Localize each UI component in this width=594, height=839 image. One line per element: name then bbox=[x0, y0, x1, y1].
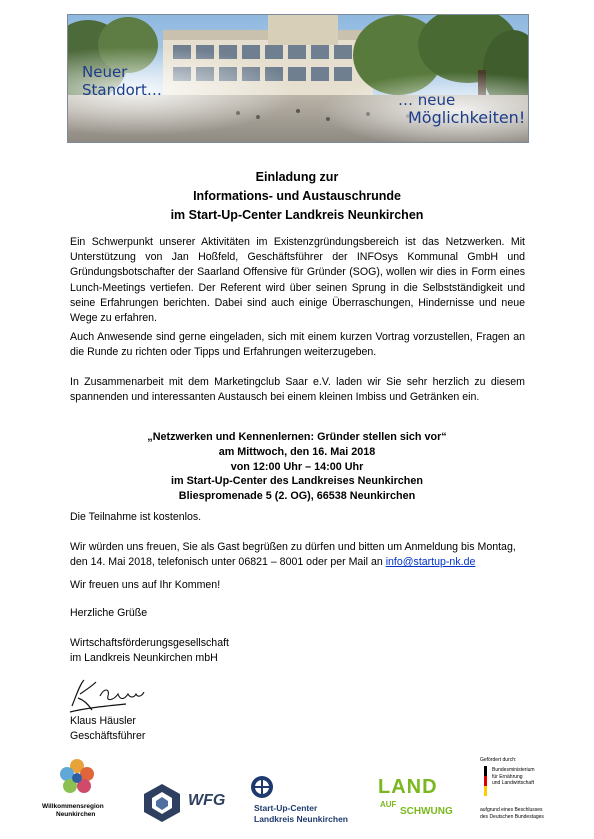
organization-line-2: im Landkreis Neunkirchen mbH bbox=[70, 652, 218, 665]
startup-line-2: Landkreis Neunkirchen bbox=[254, 814, 349, 824]
closing-greeting: Herzliche Grüße bbox=[70, 607, 148, 619]
startup-emblem-icon bbox=[250, 775, 274, 799]
ministry-line-3: und Landwirtschaft bbox=[492, 780, 534, 786]
registration-text bbox=[70, 540, 525, 570]
banner-right-caption-bottom: Möglichkeiten! bbox=[408, 108, 526, 127]
ministry-footer-1: aufgrund eines Beschlusses bbox=[480, 807, 543, 813]
event-time: von 12:00 Uhr – 14:00 Uhr bbox=[230, 460, 364, 473]
signer-title: Geschäftsführer bbox=[70, 730, 146, 743]
email-link[interactable]: info@startup-nk.de bbox=[385, 556, 476, 569]
ministry-line-2: für Ernährung bbox=[492, 773, 523, 780]
german-flag-icon bbox=[484, 766, 487, 796]
paragraph-intro: Ein Schwerpunkt unserer Aktivitäten im Existenzgründungsbereich ist das Netzwerken. Mit Unterstützung von Jan Hoßfeld, Geschäftsführer der INFOsys Kommunal GmbH und Gründungsbotschafter der Saarland Offensive für Gründer (SOG), wollen wir dies in Form eines Lunch-Meetings vertiefen. Der Referent wird über seinen Sprung in die Selbstständigkeit und seine Erfahrungen berichten. Dabei sind auch einige Überraschungen, Hindernisse und neue Wege zu erfahren. bbox=[70, 236, 525, 325]
wfg-text: WFG bbox=[188, 792, 226, 809]
willkommensregion-line-2: Neunkirchen bbox=[56, 811, 96, 818]
signer-name: Klaus Häusler bbox=[70, 715, 136, 727]
land-auf-schwung-logo bbox=[378, 776, 460, 822]
ministry-footer bbox=[480, 807, 544, 820]
paragraph-cooperation: In Zusammenarbeit mit dem Marketingclub Saar e.V. laden wir Sie sehr herzlich zu diesem spannenden und interessanten Austausch bei einem kleinen Imbiss und Getränken ein. bbox=[70, 376, 525, 404]
ministry-header: Gefördert durch: bbox=[480, 757, 517, 763]
ministry-line-1: Bundesministerium bbox=[492, 767, 535, 773]
ministry-logo bbox=[480, 757, 560, 829]
heading-line-3: im Start-Up-Center Landkreis Neunkirchen bbox=[170, 208, 424, 222]
land-text: LAND bbox=[378, 776, 438, 798]
registration-sentence: Wir würden uns freuen, Sie als Gast begrüßen zu dürfen und bitten um Anmeldung bis Montag, den 14. Mai 2018, telefonisch unter 06821 – 8001 oder per Mail an bbox=[70, 541, 516, 569]
banner-right-caption-top: … neue bbox=[398, 91, 456, 109]
event-venue: im Start-Up-Center des Landkreises Neunkirchen bbox=[171, 475, 423, 488]
willkommensregion-text bbox=[42, 803, 104, 819]
organization-name bbox=[70, 636, 229, 666]
event-title: „Netzwerken und Kennenlernen: Gründer stellen sich vor“ bbox=[147, 431, 447, 443]
startup-line-1: Start-Up-Center bbox=[254, 803, 318, 813]
willkommensregion-emblem-icon bbox=[40, 756, 115, 806]
schwung-text: SCHWUNG bbox=[400, 806, 453, 817]
auf-text: AUF bbox=[380, 800, 397, 809]
invitation-heading bbox=[0, 168, 594, 225]
startup-center-logo bbox=[250, 775, 370, 827]
ministry-footer-2: des Deutschen Bundestages bbox=[480, 813, 544, 820]
banner-left-caption: Neuer Standort… bbox=[82, 63, 162, 99]
wfg-hexagon-icon bbox=[140, 782, 184, 822]
signer-block bbox=[70, 714, 145, 744]
willkommensregion-logo bbox=[40, 756, 115, 826]
free-note: Die Teilnahme ist kostenlos. bbox=[70, 511, 202, 523]
event-address: Bliespromenade 5 (2. OG), 66538 Neunkirchen bbox=[178, 490, 416, 503]
event-details bbox=[0, 430, 594, 504]
heading-line-1: Einladung zur bbox=[255, 170, 339, 184]
willkommensregion-line-1: Willkommensregion bbox=[42, 803, 104, 810]
closing-welcome: Wir freuen uns auf Ihr Kommen! bbox=[70, 579, 221, 591]
header-banner bbox=[67, 14, 529, 143]
organization-line-1: Wirtschaftsförderungsgesellschaft bbox=[70, 637, 229, 649]
event-date: am Mittwoch, den 16. Mai 2018 bbox=[218, 445, 376, 458]
heading-line-2: Informations- und Austauschrunde bbox=[193, 189, 401, 203]
wfg-logo bbox=[140, 782, 230, 826]
paragraph-guests: Auch Anwesende sind gerne eingeladen, sich mit einem kurzen Vortrag vorzustellen, Fragen an die Runde zu richten oder Tipps und Erfahrungen weiterzugeben. bbox=[70, 331, 525, 359]
startup-center-text bbox=[254, 803, 348, 825]
ministry-name bbox=[492, 767, 535, 787]
